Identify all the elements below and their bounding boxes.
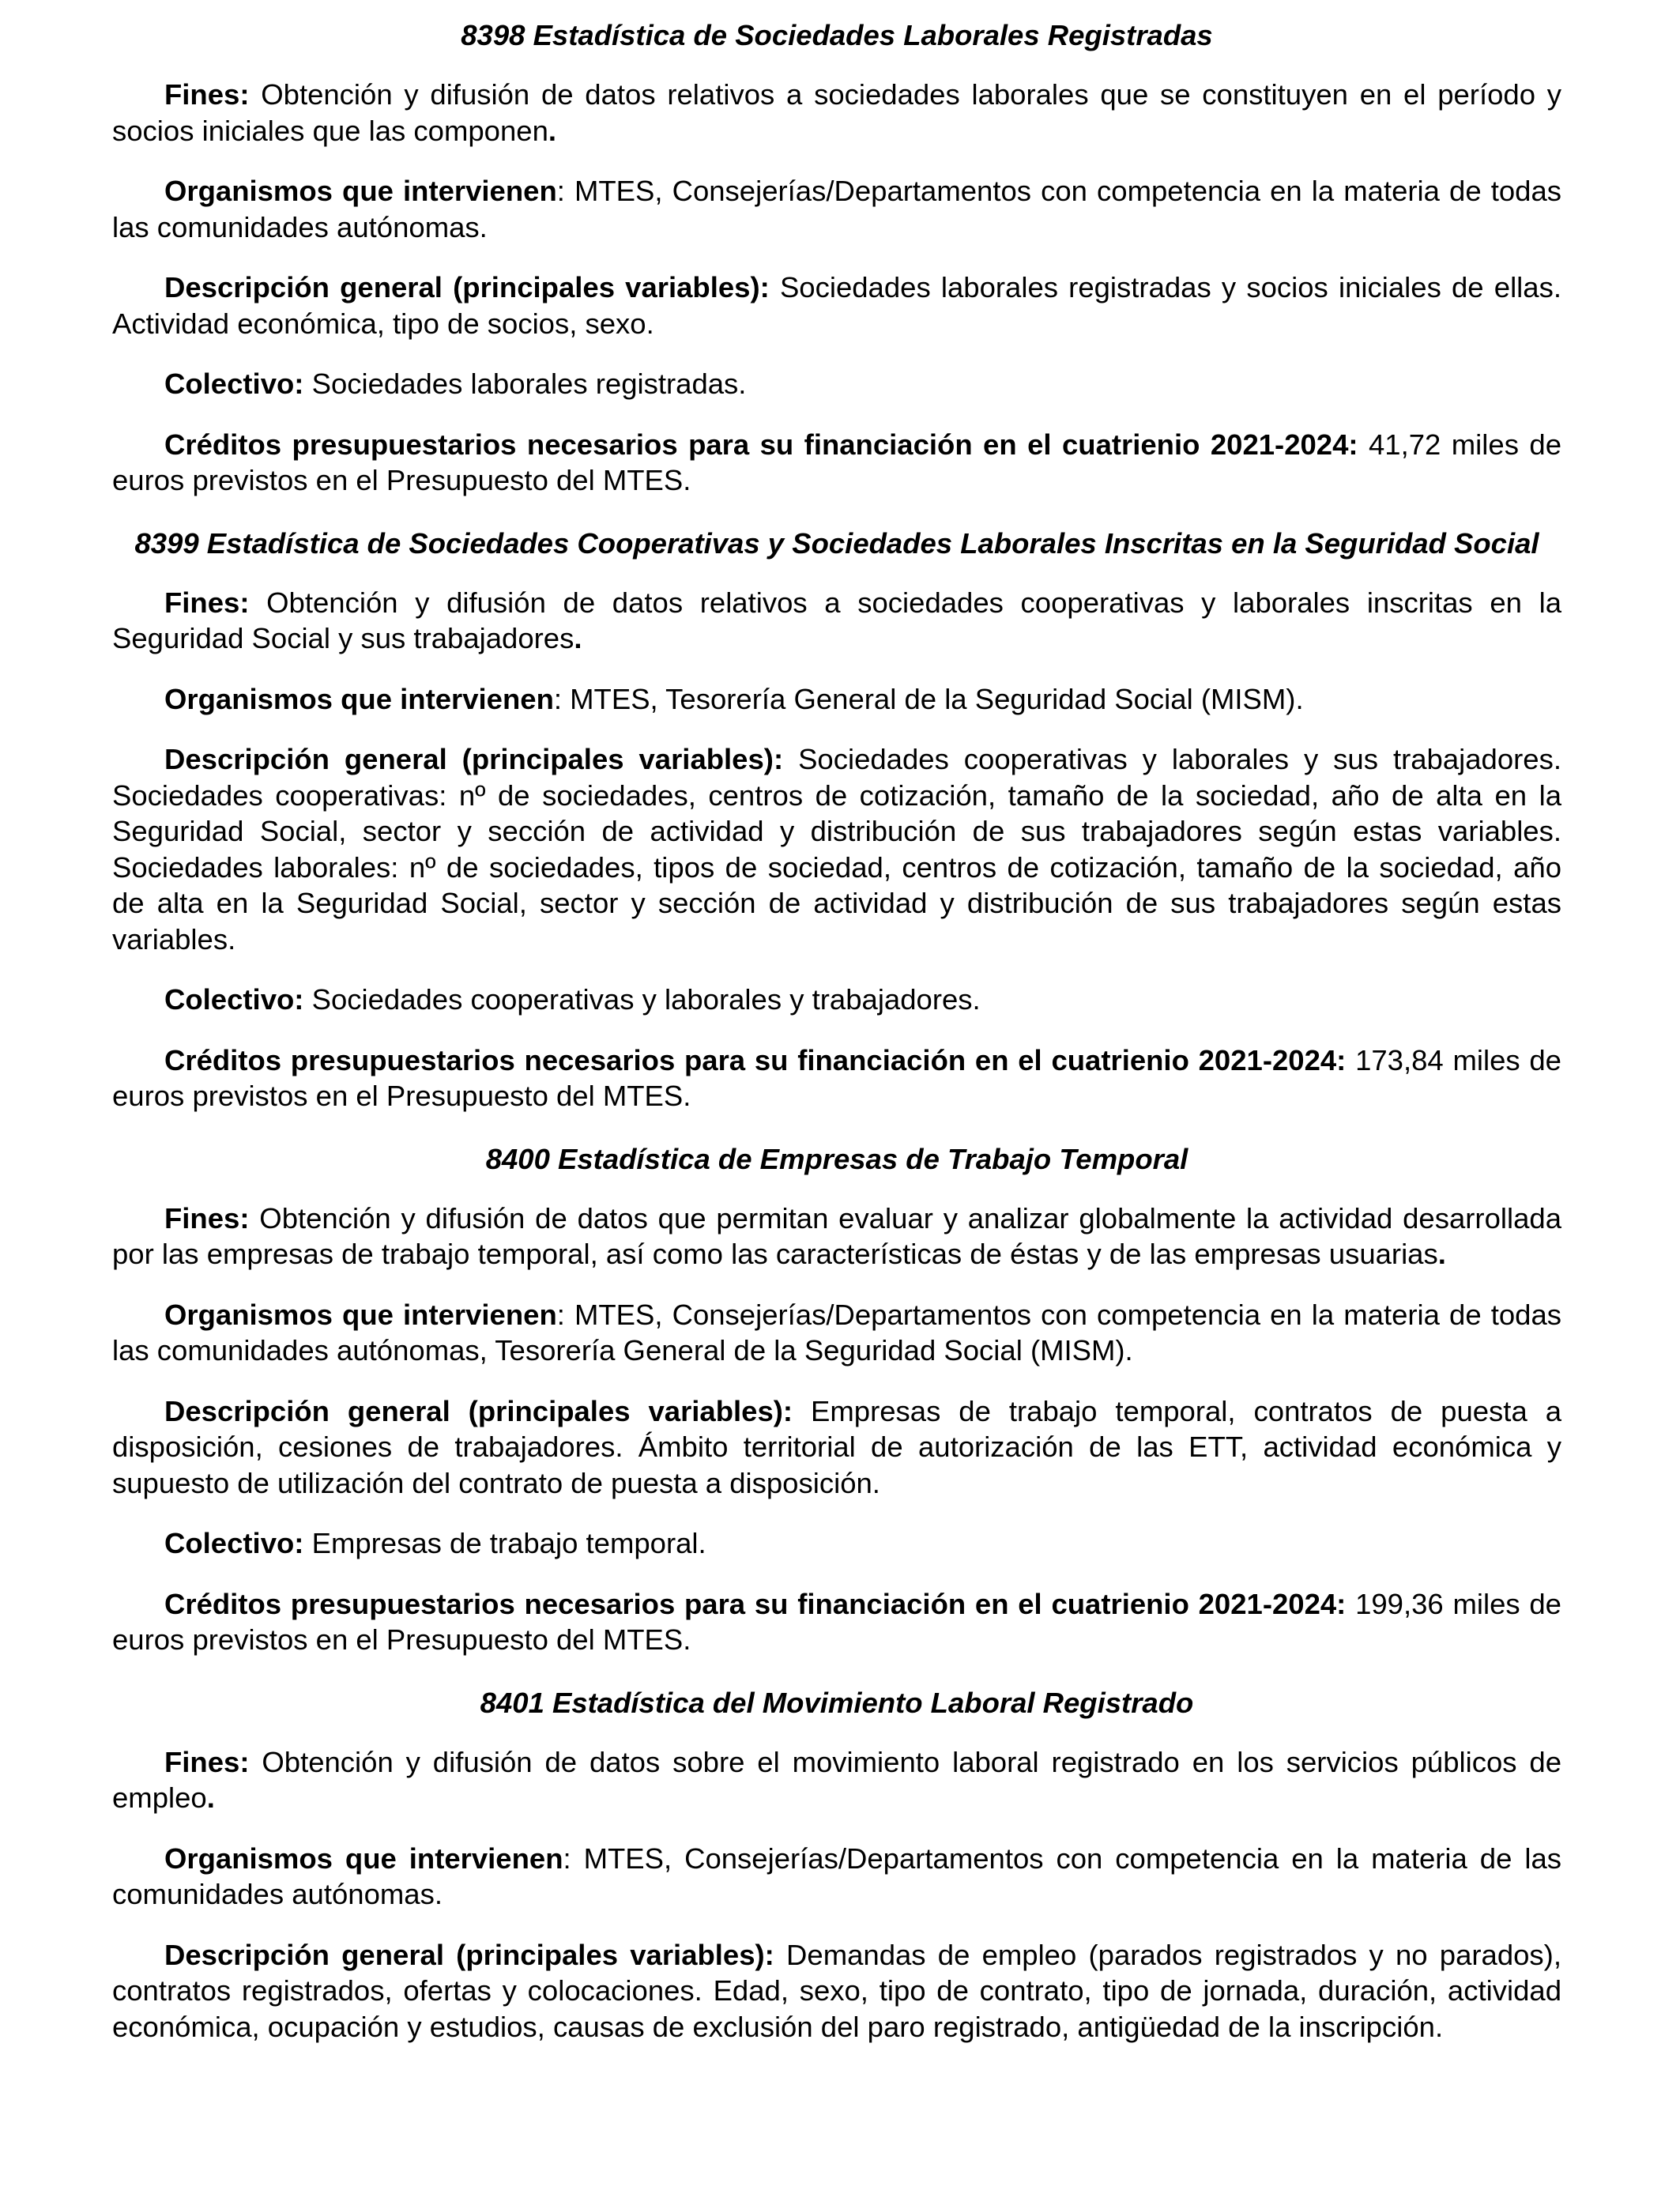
- fines-paragraph: [112, 1201, 1561, 1272]
- creditos-paragraph: [112, 1586, 1561, 1658]
- paragraph-text: Demandas de empleo (parados registrados y no parados), contratos registrados, ofertas y colocaciones. Edad, sexo, tipo de contrato, tipo de jornada, duración, actividad económica, ocupación y estudios, causas de exclusión del paro registrado, antigüedad de la inscripción.: [112, 1938, 1561, 2043]
- paragraph-label: Descripción general (principales variables):: [164, 743, 784, 775]
- paragraph-text: Sociedades laborales registradas.: [303, 368, 747, 400]
- paragraph-tail: .: [574, 622, 582, 654]
- descripcion-paragraph: [112, 741, 1561, 957]
- paragraph-text: : MTES, Consejerías/Departamentos con competencia en la materia de todas las comunidades autónomas, Tesorería General de la Seguridad Social (MISM).: [112, 1298, 1562, 1367]
- paragraph-label: Descripción general (principales variables):: [164, 271, 770, 303]
- section-8398: [112, 17, 1561, 499]
- paragraph-text: Sociedades cooperativas y laborales y trabajadores.: [303, 983, 981, 1016]
- paragraph-text: : MTES, Consejerías/Departamentos con competencia en la materia de las comunidades autónomas.: [112, 1842, 1562, 1910]
- paragraph-label: Créditos presupuestarios necesarios para su financiación en el cuatrienio 2021-2024:: [164, 428, 1358, 461]
- paragraph-text: Empresas de trabajo temporal, contratos de puesta a disposición, cesiones de trabajadores. Ámbito territorial de autorización de las ETT, actividad económica y supuesto de utilización del contrato de puesta a disposición.: [112, 1394, 1561, 1499]
- paragraph-text: : MTES, Consejerías/Departamentos con competencia en la materia de todas las comunidades autónomas.: [112, 175, 1562, 243]
- paragraph-label: Organismos que intervienen: [164, 1298, 557, 1331]
- organismos-paragraph: [112, 1297, 1561, 1369]
- colectivo-paragraph: [112, 366, 1561, 402]
- paragraph-label: Fines:: [164, 1745, 250, 1778]
- paragraph-label: Descripción general (principales variables):: [164, 1938, 774, 1971]
- creditos-paragraph: [112, 1042, 1561, 1114]
- paragraph-label: Colectivo:: [164, 368, 304, 400]
- paragraph-label: Colectivo:: [164, 1527, 304, 1559]
- fines-paragraph: [112, 1744, 1561, 1816]
- paragraph-text: Empresas de trabajo temporal.: [303, 1527, 706, 1559]
- paragraph-label: Organismos que intervienen: [164, 682, 554, 715]
- paragraph-text: : MTES, Tesorería General de la Seguridad Social (MISM).: [553, 682, 1304, 715]
- paragraph-label: Fines:: [164, 78, 250, 111]
- document-page: [112, 17, 1561, 2045]
- paragraph-text: Obtención y difusión de datos que permitan evaluar y analizar globalmente la actividad desarrollada por las empresas de trabajo temporal, así como las características de éstas y de las empresas usuarias: [112, 1201, 1561, 1270]
- section-title: 8401 Estadística del Movimiento Laboral Registrado: [480, 1686, 1194, 1719]
- paragraph-text: 41,72 miles de euros previstos en el Presupuesto del MTES.: [112, 428, 1561, 496]
- paragraph-text: 173,84 miles de euros previstos en el Presupuesto del MTES.: [112, 1043, 1561, 1112]
- paragraph-tail: .: [1437, 1238, 1446, 1270]
- paragraph-text: Sociedades cooperativas y laborales y sus trabajadores. Sociedades cooperativas: nº de sociedades, centros de cotización, tamaño de la sociedad, año de alta en la Seguridad Social, sector y sección de actividad y distribución de sus trabajadores según estas variables. Sociedades laborales: nº de sociedades, tipos de sociedad, centros de cotización, tamaño de la sociedad, año de alta en la Seguridad Social, sector y sección de actividad y distribución de sus trabajadores según estas variables.: [112, 743, 1561, 956]
- paragraph-label: Descripción general (principales variables):: [164, 1394, 793, 1427]
- paragraph-label: Créditos presupuestarios necesarios para su financiación en el cuatrienio 2021-2024:: [164, 1587, 1347, 1620]
- paragraph-text: Obtención y difusión de datos relativos a sociedades laborales que se constituyen en el período y socios iniciales que las componen: [112, 78, 1561, 147]
- paragraph-text: Obtención y difusión de datos sobre el movimiento laboral registrado en los servicios públicos de empleo: [112, 1745, 1561, 1814]
- section-8400: [112, 1141, 1561, 1658]
- descripcion-paragraph: [112, 1937, 1561, 2045]
- organismos-paragraph: [112, 173, 1561, 245]
- descripcion-paragraph: [112, 1393, 1561, 1502]
- section-title: 8400 Estadística de Empresas de Trabajo Temporal: [485, 1142, 1188, 1175]
- paragraph-tail: .: [548, 114, 557, 147]
- paragraph-text: Sociedades laborales registradas y socios iniciales de ellas. Actividad económica, tipo de socios, sexo.: [112, 271, 1561, 340]
- paragraph-text: Obtención y difusión de datos relativos a sociedades cooperativas y laborales inscritas en la Seguridad Social y sus trabajadores: [112, 586, 1561, 654]
- section-title: 8398 Estadística de Sociedades Laborales Registradas: [461, 19, 1213, 51]
- paragraph-label: Organismos que intervienen: [164, 175, 557, 207]
- paragraph-label: Créditos presupuestarios necesarios para su financiación en el cuatrienio 2021-2024:: [164, 1043, 1347, 1076]
- descripcion-paragraph: [112, 270, 1561, 341]
- paragraph-label: Organismos que intervienen: [164, 1842, 563, 1875]
- section-title: 8399 Estadística de Sociedades Cooperativas y Sociedades Laborales Inscritas en la Seguridad Social: [134, 526, 1539, 560]
- organismos-paragraph: [112, 1841, 1561, 1913]
- organismos-paragraph: [112, 681, 1561, 718]
- paragraph-text: 199,36 miles de euros previstos en el Presupuesto del MTES.: [112, 1587, 1561, 1656]
- section-8399: [112, 526, 1561, 1114]
- fines-paragraph: [112, 77, 1561, 149]
- fines-paragraph: [112, 585, 1561, 657]
- paragraph-label: Colectivo:: [164, 983, 304, 1016]
- paragraph-tail: .: [206, 1781, 215, 1814]
- paragraph-label: Fines:: [164, 1201, 250, 1235]
- paragraph-label: Fines:: [164, 586, 250, 619]
- section-8401: [112, 1685, 1561, 2045]
- creditos-paragraph: [112, 427, 1561, 499]
- colectivo-paragraph: [112, 1525, 1561, 1562]
- colectivo-paragraph: [112, 982, 1561, 1018]
